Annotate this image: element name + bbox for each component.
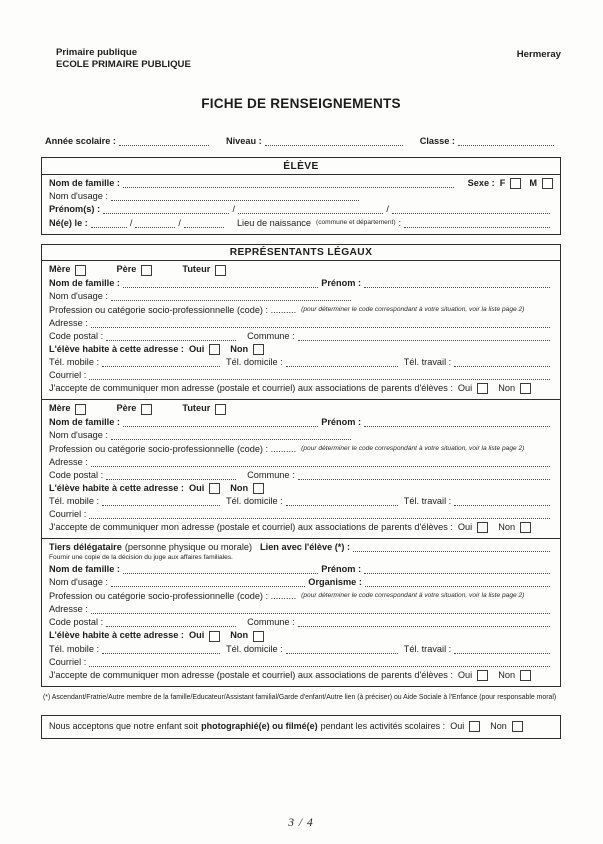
r1-pere-label: Père bbox=[116, 264, 137, 275]
r2-tel-domicile-label: Tél. domicile : bbox=[226, 496, 283, 507]
r1-prenom-field[interactable] bbox=[364, 287, 550, 288]
r2-tuteur-label: Tuteur bbox=[182, 403, 211, 414]
r1-tuteur-label: Tuteur bbox=[182, 264, 211, 275]
r2-adresse-row bbox=[49, 456, 553, 469]
tiers-organisme-field[interactable] bbox=[365, 586, 550, 587]
r2-accepte-label: J'accepte de communiquer mon adresse (postale et courriel) aux associations de parents d'élèves : bbox=[49, 522, 453, 533]
photo-authorization-row bbox=[49, 720, 553, 733]
photo-text-bold: photographié(e) ou filmé(e) bbox=[201, 720, 318, 731]
tiers-nom-usage-label: Nom d'usage : bbox=[49, 577, 108, 588]
r2-mere-label: Mère bbox=[49, 403, 71, 414]
r2-adresse-label: Adresse : bbox=[49, 456, 88, 467]
school-year-row bbox=[41, 135, 561, 148]
slash-separator: / bbox=[386, 203, 389, 214]
classe-label: Classe : bbox=[419, 136, 455, 146]
photo-non-checkbox[interactable] bbox=[512, 721, 523, 732]
r2-tel-mobile-label: Tél. mobile : bbox=[49, 496, 100, 507]
r1-pere-checkbox[interactable] bbox=[141, 265, 152, 276]
representants-legaux-section bbox=[41, 244, 561, 687]
tiers-lien-label: Lien avec l'élève (*) : bbox=[260, 542, 351, 553]
eleve-naissance-row bbox=[49, 216, 553, 230]
r1-nom-row bbox=[49, 277, 553, 290]
tiers-accepte-label: J'accepte de communiquer mon adresse (postale et courriel) aux associations de parents d'élèves : bbox=[49, 669, 453, 680]
r2-commune-row bbox=[49, 469, 553, 482]
r1-courriel-field[interactable] bbox=[89, 379, 550, 380]
r2-habite-label: L'élève habite à cette adresse : bbox=[49, 482, 184, 493]
r1-tel-domicile-field[interactable] bbox=[286, 366, 398, 367]
eleve-annee-field[interactable] bbox=[184, 227, 224, 228]
form-title: FICHE DE RENSEIGNEMENTS bbox=[201, 96, 401, 111]
r2-habite-non-label: Non bbox=[230, 482, 249, 493]
r2-courriel-field[interactable] bbox=[89, 518, 550, 519]
eleve-prenom-1-field[interactable] bbox=[103, 213, 229, 214]
eleve-lieu-naissance-hint: (commune et département) bbox=[316, 218, 396, 226]
town-name: Hermeray bbox=[516, 49, 561, 60]
slash-separator: / bbox=[129, 217, 133, 228]
r2-nom-usage-field[interactable] bbox=[111, 439, 351, 440]
eleve-lieu-naissance-field[interactable] bbox=[404, 227, 550, 228]
r1-accepte-non-label: Non bbox=[498, 383, 516, 394]
r2-mere-checkbox[interactable] bbox=[75, 404, 86, 415]
r2-prenom-label: Prénom : bbox=[321, 416, 362, 427]
r1-adresse-label: Adresse : bbox=[49, 317, 88, 328]
eleve-prenom-2-field[interactable] bbox=[238, 213, 383, 214]
r1-mere-checkbox[interactable] bbox=[75, 265, 86, 276]
r2-prenom-field[interactable] bbox=[364, 426, 550, 427]
niveau-label: Niveau : bbox=[225, 136, 262, 146]
eleve-jour-field[interactable] bbox=[91, 227, 127, 228]
r2-habite-row bbox=[49, 482, 553, 495]
r2-tel-travail-label: Tél. travail : bbox=[403, 496, 452, 507]
tiers-adresse-row bbox=[49, 603, 553, 616]
r2-commune-label: Commune : bbox=[247, 469, 295, 480]
photo-oui-label: Oui bbox=[450, 720, 465, 731]
tiers-adresse-label: Adresse : bbox=[49, 604, 88, 615]
r1-tel-domicile-label: Tél. domicile : bbox=[226, 357, 283, 368]
tiers-prenom-label: Prénom : bbox=[321, 563, 362, 574]
r1-telephones-row bbox=[49, 356, 553, 369]
r2-nom-famille-field[interactable] bbox=[123, 426, 318, 427]
r1-habite-oui-label: Oui bbox=[188, 344, 205, 355]
r1-accepte-non-checkbox[interactable] bbox=[520, 383, 531, 394]
r1-profession-label: Profession ou catégorie socio-professionnelle (code) : .......... bbox=[49, 304, 297, 315]
r1-tel-travail-field[interactable] bbox=[454, 366, 550, 367]
tiers-nom-usage-row bbox=[49, 576, 553, 589]
r2-nom-usage-label: Nom d'usage : bbox=[49, 429, 108, 440]
tiers-code-postal-field[interactable] bbox=[106, 626, 236, 627]
r1-courriel-row bbox=[49, 369, 553, 382]
niveau-field[interactable] bbox=[265, 145, 403, 146]
tiers-tel-domicile-field[interactable] bbox=[286, 653, 398, 654]
r1-tel-travail-label: Tél. travail : bbox=[403, 357, 452, 368]
r2-pere-label: Père bbox=[116, 403, 137, 414]
representant-1-block bbox=[42, 261, 560, 399]
photo-text-before: Nous acceptons que notre enfant soit bbox=[49, 720, 199, 731]
tiers-tel-travail-label: Tél. travail : bbox=[403, 643, 452, 654]
eleve-nom-row bbox=[49, 177, 553, 190]
tiers-commune-label: Commune : bbox=[247, 617, 295, 628]
r2-code-postal-field[interactable] bbox=[106, 479, 236, 480]
r1-nom-usage-row bbox=[49, 290, 553, 303]
tiers-title-note: (personne physique ou morale) bbox=[124, 542, 253, 553]
slash-separator: / bbox=[178, 217, 181, 228]
eleve-sexe-m-label: M bbox=[529, 177, 537, 188]
tiers-commune-row bbox=[49, 616, 553, 629]
photo-non-label: Non bbox=[490, 720, 507, 731]
tiers-habite-non-label: Non bbox=[230, 630, 249, 641]
r1-habite-label: L'élève habite à cette adresse : bbox=[49, 344, 184, 355]
r1-habite-non-checkbox[interactable] bbox=[253, 344, 264, 355]
r2-tel-mobile-field[interactable] bbox=[102, 505, 220, 506]
r1-commune-label: Commune : bbox=[247, 330, 295, 341]
tiers-habite-non-checkbox[interactable] bbox=[253, 631, 264, 642]
eleve-prenom-3-field[interactable] bbox=[392, 213, 550, 214]
r2-code-postal-label: Code postal : bbox=[49, 469, 104, 480]
tiers-nom-usage-field[interactable] bbox=[111, 586, 305, 587]
tiers-nom-row bbox=[49, 563, 553, 576]
tiers-copie-note: Fournir une copie de la décision du juge aux affaires familiales. bbox=[49, 554, 233, 562]
school-name-label: ECOLE PRIMAIRE PUBLIQUE bbox=[56, 58, 191, 70]
annee-scolaire-field[interactable] bbox=[119, 145, 209, 146]
classe-field[interactable] bbox=[458, 145, 554, 146]
school-identity bbox=[56, 47, 191, 70]
tiers-lien-field[interactable] bbox=[353, 551, 550, 552]
representant-2-block bbox=[42, 399, 560, 538]
tiers-adresse-field[interactable] bbox=[91, 613, 550, 614]
tiers-courriel-row bbox=[49, 656, 553, 669]
tiers-delegataire-block bbox=[42, 538, 560, 685]
r1-tel-mobile-field[interactable] bbox=[102, 366, 220, 367]
tiers-accepte-row bbox=[49, 669, 553, 682]
r1-tuteur-checkbox[interactable] bbox=[215, 265, 226, 276]
r2-telephones-row bbox=[49, 495, 553, 508]
tiers-organisme-label: Organisme : bbox=[308, 577, 362, 588]
tiers-commune-field[interactable] bbox=[298, 626, 550, 627]
r2-tuteur-checkbox[interactable] bbox=[215, 404, 226, 415]
eleve-nom-usage-label: Nom d'usage : bbox=[49, 190, 108, 201]
r1-habite-oui-checkbox[interactable] bbox=[209, 344, 220, 355]
r2-tel-domicile-field[interactable] bbox=[286, 505, 398, 506]
tiers-code-postal-label: Code postal : bbox=[49, 617, 104, 628]
r2-profession-row bbox=[49, 442, 553, 456]
eleve-nom-famille-field[interactable] bbox=[123, 187, 454, 188]
r2-profession-label: Profession ou catégorie socio-professionnelle (code) : .......... bbox=[49, 443, 297, 454]
photo-oui-checkbox[interactable] bbox=[469, 721, 480, 732]
r2-tel-travail-field[interactable] bbox=[454, 505, 550, 506]
tiers-copie-note-row bbox=[49, 554, 553, 563]
eleve-prenoms-row bbox=[49, 203, 553, 216]
r1-commune-row bbox=[49, 330, 553, 343]
tiers-tel-travail-field[interactable] bbox=[454, 653, 550, 654]
slash-separator: / bbox=[232, 203, 236, 214]
tiers-nom-famille-label: Nom de famille : bbox=[49, 563, 120, 574]
r2-type-row bbox=[49, 402, 553, 415]
eleve-nom-usage-row bbox=[49, 190, 553, 203]
photo-authorization-section bbox=[41, 715, 561, 739]
school-type-label: Primaire publique bbox=[56, 47, 138, 58]
r2-commune-field[interactable] bbox=[298, 479, 550, 480]
r2-pere-checkbox[interactable] bbox=[141, 404, 152, 415]
r2-courriel-label: Courriel : bbox=[49, 509, 87, 520]
eleve-nom-usage-field[interactable] bbox=[111, 200, 359, 201]
eleve-sexe-label: Sexe : bbox=[467, 177, 495, 188]
r2-nom-row bbox=[49, 416, 553, 429]
r2-courriel-row bbox=[49, 508, 553, 521]
tiers-courriel-label: Courriel : bbox=[49, 656, 87, 667]
tiers-title-row bbox=[49, 541, 553, 554]
r1-nom-famille-field[interactable] bbox=[123, 287, 318, 288]
r1-tel-mobile-label: Tél. mobile : bbox=[49, 357, 100, 368]
r1-mere-label: Mère bbox=[49, 264, 71, 275]
tiers-courriel-field[interactable] bbox=[89, 666, 550, 667]
eleve-ne-le-label: Né(e) le : bbox=[49, 217, 88, 228]
tiers-profession-label: Profession ou catégorie socio-professionnelle (code) : .......... bbox=[49, 591, 297, 602]
r2-nom-usage-row bbox=[49, 429, 553, 442]
r1-accepte-oui-checkbox[interactable] bbox=[477, 383, 488, 394]
r2-habite-non-checkbox[interactable] bbox=[253, 483, 264, 494]
tiers-profession-row bbox=[49, 589, 553, 603]
r1-habite-non-label: Non bbox=[230, 344, 249, 355]
r1-type-row bbox=[49, 263, 553, 276]
eleve-section bbox=[41, 157, 561, 235]
r2-accepte-oui-checkbox[interactable] bbox=[477, 522, 488, 533]
photo-text-after: pendant les activités scolaires : bbox=[320, 720, 446, 731]
r1-adresse-field[interactable] bbox=[91, 327, 550, 328]
eleve-mois-field[interactable] bbox=[135, 227, 175, 228]
r1-code-postal-field[interactable] bbox=[106, 340, 236, 341]
page-number: 3 / 4 bbox=[288, 816, 314, 829]
tiers-habite-oui-label: Oui bbox=[188, 630, 205, 641]
r2-accepte-oui-label: Oui bbox=[457, 522, 473, 533]
tiers-accepte-oui-label: Oui bbox=[457, 669, 473, 680]
r1-courriel-label: Courriel : bbox=[49, 370, 87, 381]
r2-accepte-non-checkbox[interactable] bbox=[520, 522, 531, 533]
eleve-body bbox=[42, 175, 560, 234]
r2-nom-famille-label: Nom de famille : bbox=[49, 416, 120, 427]
tiers-nom-famille-field[interactable] bbox=[123, 573, 318, 574]
r1-accepte-oui-label: Oui bbox=[457, 383, 473, 394]
tiers-habite-oui-checkbox[interactable] bbox=[209, 631, 220, 642]
legaux-section-title: REPRÉSENTANTS LÉGAUX bbox=[42, 245, 560, 262]
r2-profession-hint: (pour déterminer le code correspondant à votre situation, voir la liste page 2) bbox=[301, 444, 525, 452]
tiers-telephones-row bbox=[49, 643, 553, 656]
tiers-accepte-oui-checkbox[interactable] bbox=[477, 670, 488, 681]
eleve-sexe-f-checkbox[interactable] bbox=[510, 178, 521, 189]
tiers-tel-mobile-field[interactable] bbox=[102, 653, 220, 654]
r1-profession-hint: (pour déterminer le code correspondant à votre situation, voir la liste page 2) bbox=[301, 305, 525, 313]
eleve-sexe-f-label: F bbox=[499, 177, 506, 188]
r1-accepte-label: J'accepte de communiquer mon adresse (postale et courriel) aux associations de parents d'élèves : bbox=[49, 383, 453, 394]
r1-code-postal-label: Code postal : bbox=[49, 330, 104, 341]
colon-separator: : bbox=[398, 217, 402, 228]
r1-profession-row bbox=[49, 303, 553, 317]
r1-nom-usage-label: Nom d'usage : bbox=[49, 290, 108, 301]
tiers-habite-row bbox=[49, 629, 553, 642]
r1-prenom-label: Prénom : bbox=[321, 277, 362, 288]
tiers-title-label: Tiers délégataire bbox=[49, 542, 122, 553]
tiers-habite-label: L'élève habite à cette adresse : bbox=[49, 630, 184, 641]
r2-habite-oui-checkbox[interactable] bbox=[209, 483, 220, 494]
r1-adresse-row bbox=[49, 317, 553, 330]
tiers-profession-hint: (pour déterminer le code correspondant à votre situation, voir la liste page 2) bbox=[301, 592, 525, 600]
eleve-section-title: ÉLÈVE bbox=[42, 158, 560, 175]
r1-nom-famille-label: Nom de famille : bbox=[49, 277, 120, 288]
page-header bbox=[41, 47, 561, 70]
tiers-tel-mobile-label: Tél. mobile : bbox=[49, 643, 100, 654]
r1-nom-usage-field[interactable] bbox=[111, 300, 351, 301]
r2-accepte-row bbox=[49, 521, 553, 534]
r1-commune-field[interactable] bbox=[298, 340, 550, 341]
tiers-tel-domicile-label: Tél. domicile : bbox=[226, 643, 283, 654]
r1-accepte-row bbox=[49, 382, 553, 395]
r2-adresse-field[interactable] bbox=[91, 466, 550, 467]
r1-habite-row bbox=[49, 343, 553, 356]
tiers-accepte-non-label: Non bbox=[498, 669, 516, 680]
eleve-lieu-naissance-label: Lieu de naissance bbox=[236, 217, 312, 228]
r2-habite-oui-label: Oui bbox=[188, 482, 205, 493]
r2-accepte-non-label: Non bbox=[498, 522, 516, 533]
eleve-nom-famille-label: Nom de famille : bbox=[49, 177, 120, 188]
tiers-accepte-non-checkbox[interactable] bbox=[520, 670, 531, 681]
eleve-prenoms-label: Prénom(s) : bbox=[49, 203, 101, 214]
lien-footnote: (*) Ascendant/Fratrie/Autre membre de la famille/Educateur/Assistant familial/Garde d'enfant/Autre lien (à préciser) ou Aide Sociale à l'Enfance (pour responsable moral) bbox=[43, 693, 557, 701]
eleve-sexe-m-checkbox[interactable] bbox=[542, 178, 553, 189]
annee-scolaire-label: Année scolaire : bbox=[45, 136, 116, 146]
tiers-prenom-field[interactable] bbox=[364, 573, 550, 574]
